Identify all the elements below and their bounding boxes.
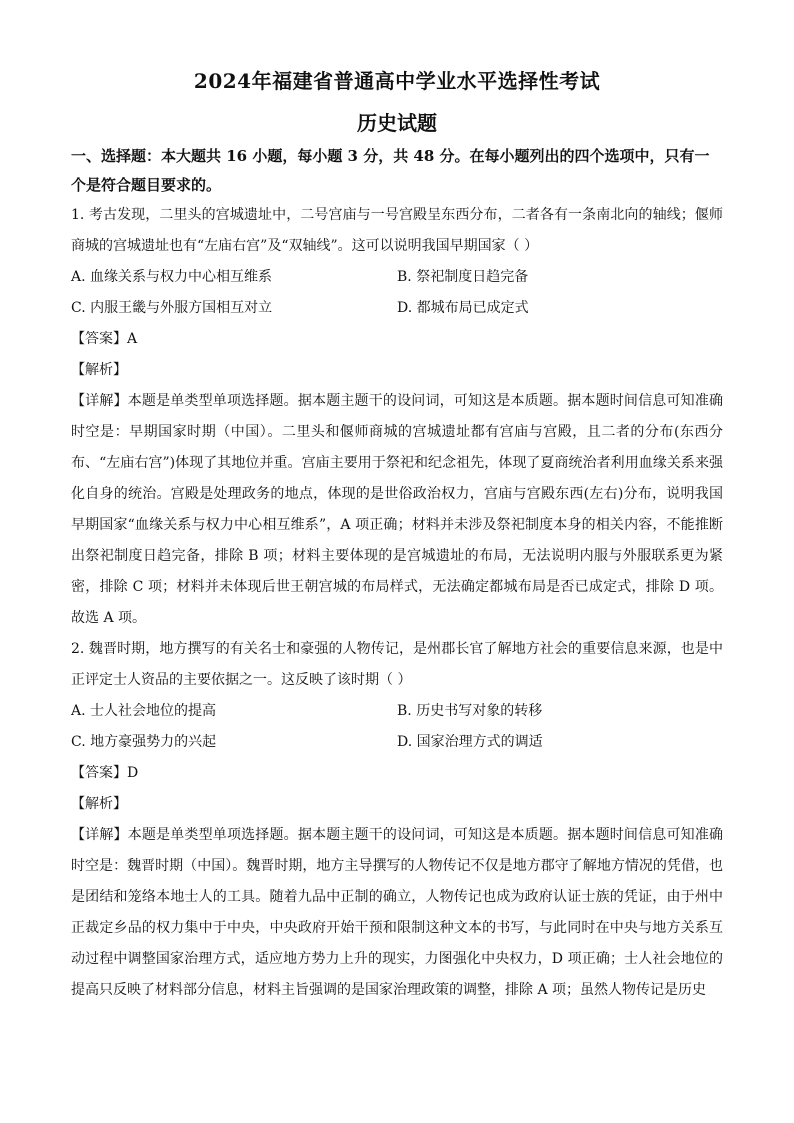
answer-label: 【答案】D <box>71 765 139 781</box>
exam-subtitle: 历史试题 <box>357 111 437 135</box>
section-heading: 一、选择题：本大题共 16 小题，每小题 3 分，共 48 分。在每小题列出的四个选项中，只有一个是符合题目要求的。 <box>71 147 710 194</box>
detail-explanation: 【详解】本题是单类型单项选择题。据本题主题干的设问词，可知这是本质题。据本题时间信息可知准确时空是：魏晋时期（中国）。魏晋时期，地方主导撰写的人物传记不仅是地方郡守了解地方情况的凭借，也是团结和笼络本地士人的工具。随着九品中正制的确立，人物传记也成为政府认证士族的凭证，由于州中正裁定乡品的权力集中于中央，中央政府开始干预和限制这种文本的书写，与此同时在中央与地方关系互动过程中调整国家治理方式，适应地方势力上升的现实，力图强化中央权力，D 项正确；士人社会地位的提高只反映了材料部分信息，材料主旨强调的是国家治理政策的调整，排除 A 项；虽然人物传记是历史 <box>71 827 723 998</box>
option-list <box>71 696 723 758</box>
option-d: D. 国家治理方式的调适 <box>397 734 543 750</box>
option-a: A. 士人社会地位的提高 <box>71 703 217 719</box>
answer-label: 【答案】A <box>71 331 138 347</box>
document-page <box>71 66 723 1006</box>
analysis-label: 【解析】 <box>71 796 127 812</box>
option-d: D. 都城布局已成定式 <box>397 300 529 316</box>
option-c: C. 地方豪强势力的兴起 <box>71 734 217 750</box>
option-b: B. 祭祀制度日趋完备 <box>397 269 529 285</box>
question-2 <box>71 634 723 1006</box>
question-1 <box>71 200 723 634</box>
exam-title: 2024年福建省普通高中学业水平选择性考试 <box>193 69 601 93</box>
option-b: B. 历史书写对象的转移 <box>397 703 543 719</box>
question-stem: 1. 考古发现，二里头的宫城遗址中，二号宫庙与一号宫殿呈东西分布，二者各有一条南北向的轴线；偃师商城的宫城遗址也有“左庙右宫”及“双轴线”。这可以说明我国早期国家（ ） <box>71 207 723 254</box>
analysis-label: 【解析】 <box>71 362 127 378</box>
detail-explanation: 【详解】本题是单类型单项选择题。据本题主题干的设问词，可知这是本质题。据本题时间信息可知准确时空是：早期国家时期（中国）。二里头和偃师商城的宫城遗址都有宫庙与宫殿，且二者的分布(东西分布、“左庙右宫”)体现了其地位并重。宫庙主要用于祭祀和纪念祖先，体现了夏商统治者利用血缘关系来强化自身的统治。宫殿是处理政务的地点，体现的是世俗政治权力，宫庙与宫殿东西(左右)分布，说明我国早期国家“血缘关系与权力中心相互维系”，A 项正确；材料并未涉及祭祀制度本身的相关内容，不能推断出祭祀制度日趋完备，排除 B 项；材料主要体现的是宫城遗址的布局，无法说明内服与外服联系更为紧密，排除 C 项；材料并未体现后世王朝宫城的布局样式，无法确定都城布局是否已成定式，排除 D 项。故选 A 项。 <box>71 393 723 626</box>
option-c: C. 内服王畿与外服方国相互对立 <box>71 300 273 316</box>
option-list <box>71 262 723 324</box>
option-a: A. 血缘关系与权力中心相互维系 <box>71 269 273 285</box>
question-stem: 2. 魏晋时期，地方撰写的有关名士和豪强的人物传记，是州郡长官了解地方社会的重要信息来源，也是中正评定士人资品的主要依据之一。这反映了该时期（ ） <box>71 641 723 688</box>
